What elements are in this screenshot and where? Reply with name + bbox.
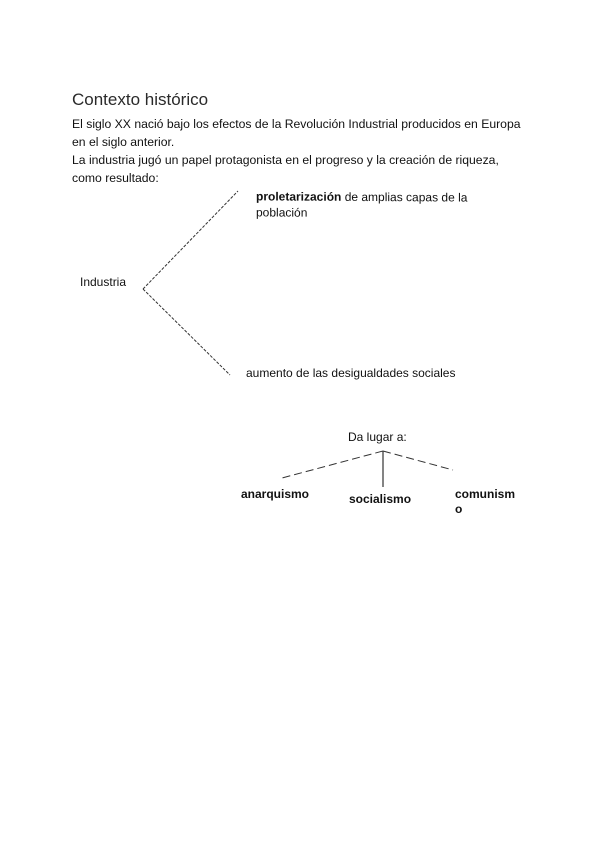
diagram1-root-industria: Industria <box>80 275 127 289</box>
intro-paragraph: El siglo XX nació bajo los efectos de la Revolución Industrial producidos en Europa en el siglo anterior. <box>72 117 521 149</box>
industry-paragraph: La industria jugó un papel protagonista en el progreso y la creación de riqueza, como resultado: <box>72 153 499 185</box>
industria-to-proletarizacion-line <box>143 191 238 289</box>
diagram1-branch-aumento: aumento de las desigualdades sociales <box>246 366 456 380</box>
industria-to-aumento-line <box>143 289 230 375</box>
diagram2-branch-anarquismo: anarquismo <box>241 487 310 501</box>
lugar-to-comunismo-line <box>383 451 453 470</box>
lugar-to-anarquismo-line <box>282 451 383 478</box>
proletarizacion-bold-term: proletarización <box>256 189 342 204</box>
page-title: Contexto histórico <box>72 90 209 109</box>
diagram2-root-da-lugar: Da lugar a: <box>348 430 407 444</box>
proletarizacion-rest: de amplias capas de la población <box>256 189 468 220</box>
diagram2-branch-comunismo: comunismo <box>455 487 516 516</box>
diagram1-branch-proletarizacion <box>256 188 486 221</box>
diagram2-branch-socialismo: socialismo <box>349 492 412 506</box>
